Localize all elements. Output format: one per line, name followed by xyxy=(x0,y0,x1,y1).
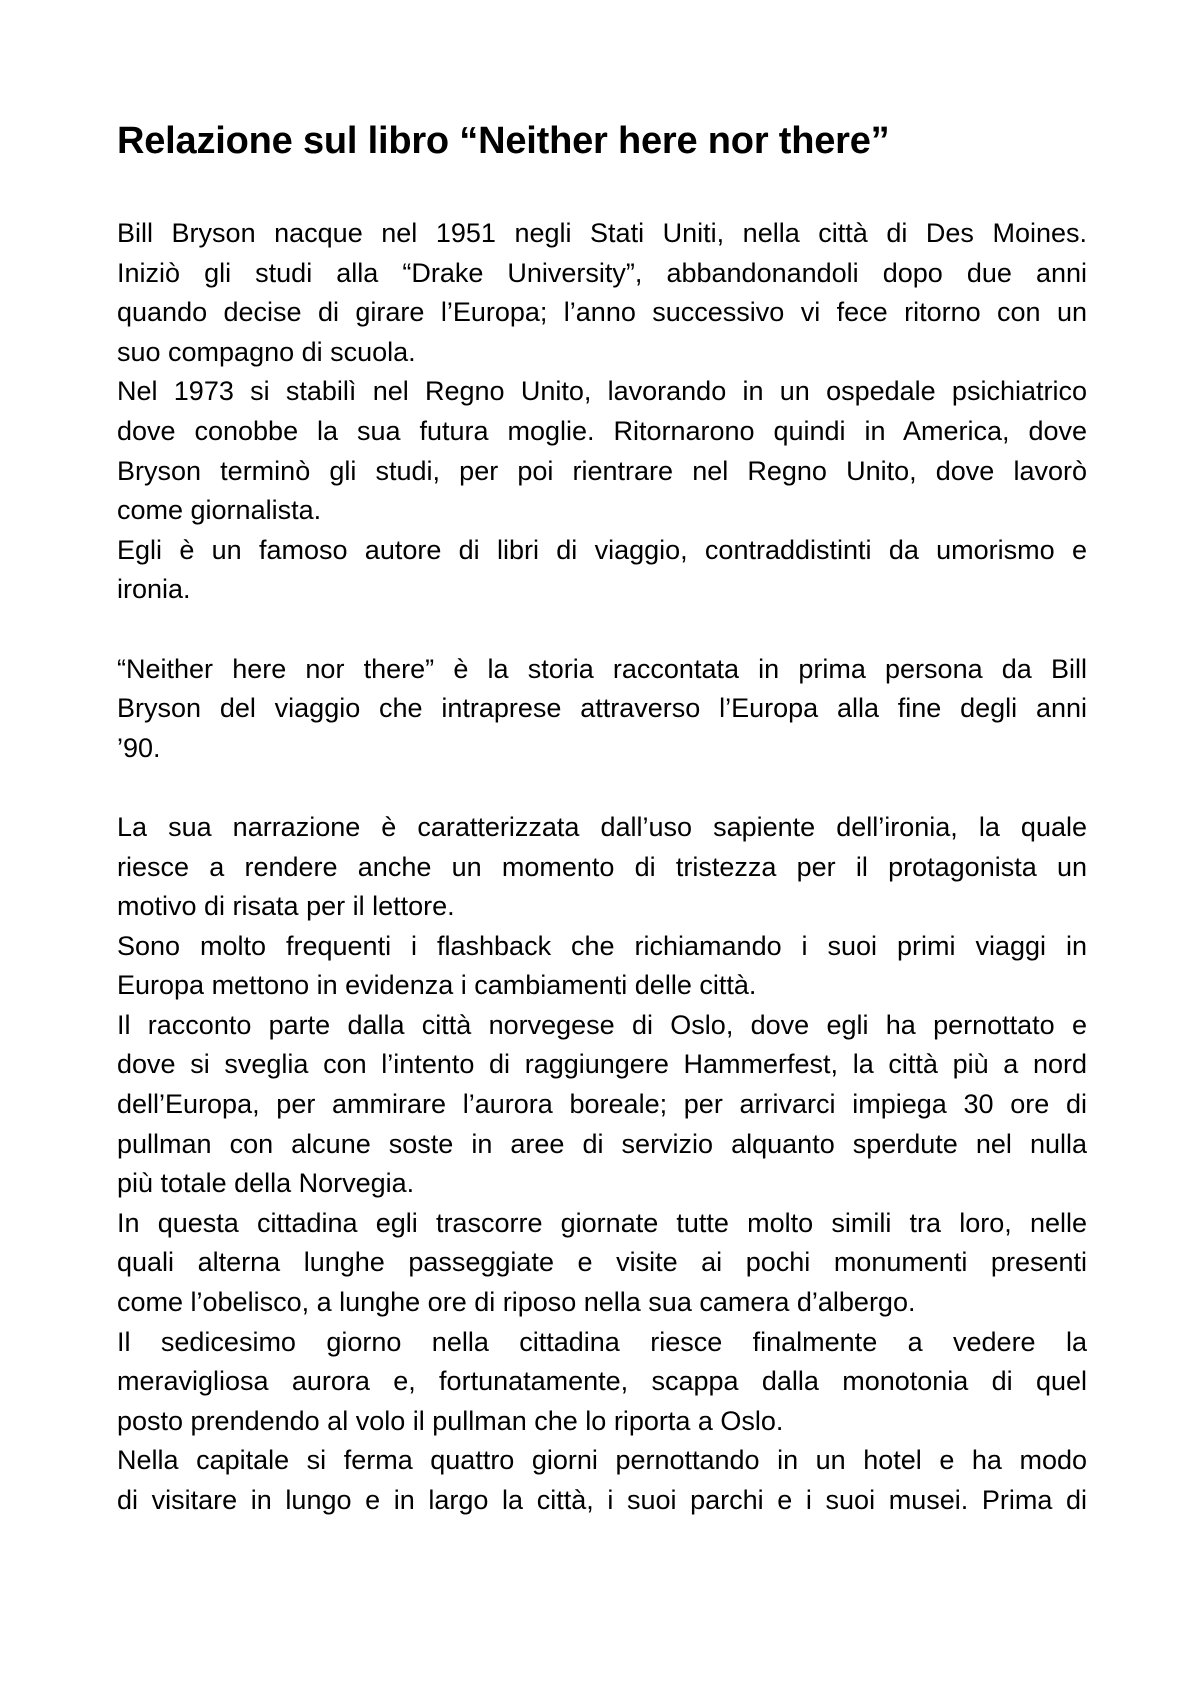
text-line: più totale della Norvegia. xyxy=(117,1168,415,1199)
text-line: Bryson terminò gli studi, per poi rientrare nel Regno Unito, dove lavorò xyxy=(117,455,1087,486)
document-body xyxy=(117,214,1087,1521)
text-line: quali alterna lunghe passeggiate e visite ai pochi monumenti presenti xyxy=(117,1247,1087,1278)
text-line: Europa mettono in evidenza i cambiamenti delle città. xyxy=(117,970,757,1001)
text-line: come giornalista. xyxy=(117,495,322,526)
text-line: ’90. xyxy=(117,732,161,763)
paragraph-spacer xyxy=(117,610,1087,650)
text-line: come l’obelisco, a lunghe ore di riposo nella sua camera d’albergo. xyxy=(117,1287,916,1318)
text-line: Il racconto parte dalla città norvegese di Oslo, dove egli ha pernottato e xyxy=(117,1009,1087,1040)
text-line: suo compagno di scuola. xyxy=(117,336,416,367)
text-line: Bill Bryson nacque nel 1951 negli Stati Uniti, nella città di Des Moines. xyxy=(117,218,1087,248)
text-line: Bryson del viaggio che intraprese attraverso l’Europa alla fine degli anni xyxy=(117,693,1087,724)
text-line: ironia. xyxy=(117,574,191,605)
text-line: La sua narrazione è caratterizzata dall’uso sapiente dell’ironia, la quale xyxy=(117,811,1087,842)
text-line: Sono molto frequenti i flashback che richiamando i suoi primi viaggi in xyxy=(117,930,1087,961)
text-line: motivo di risata per il lettore. xyxy=(117,891,455,922)
text-line: dell’Europa, per ammirare l’aurora boreale; per arrivarci impiega 30 ore di xyxy=(117,1089,1087,1120)
text-line: dove conobbe la sua futura moglie. Ritornarono quindi in America, dove xyxy=(117,415,1087,446)
text-line: posto prendendo al volo il pullman che lo riporta a Oslo. xyxy=(117,1405,784,1436)
text-line: Egli è un famoso autore di libri di viaggio, contraddistinti da umorismo e xyxy=(117,534,1087,565)
text-line: “Neither here nor there” è la storia raccontata in prima persona da Bill xyxy=(117,653,1087,684)
text-line: meravigliosa aurora e, fortunatamente, scappa dalla monotonia di quel xyxy=(117,1366,1087,1397)
text-line: Il sedicesimo giorno nella cittadina riesce finalmente a vedere la xyxy=(117,1326,1087,1357)
text-line: quando decise di girare l’Europa; l’anno successivo vi fece ritorno con un xyxy=(117,297,1087,328)
text-line: dove si sveglia con l’intento di raggiungere Hammerfest, la città più a nord xyxy=(117,1049,1087,1080)
document-page xyxy=(117,0,1087,1698)
document-title: Relazione sul libro “Neither here nor there” xyxy=(117,120,890,162)
text-line: di visitare in lungo e in largo la città, i suoi parchi e i suoi musei. Prima di xyxy=(117,1485,1087,1515)
text-line: In questa cittadina egli trascorre giornate tutte molto simili tra loro, nelle xyxy=(117,1207,1087,1238)
text-line: Nel 1973 si stabilì nel Regno Unito, lavorando in un ospedale psichiatrico xyxy=(117,376,1087,407)
text-line: riesce a rendere anche un momento di tristezza per il protagonista un xyxy=(117,851,1087,882)
text-line: Iniziò gli studi alla “Drake University”, abbandonandoli dopo due anni xyxy=(117,257,1087,288)
text-line: Nella capitale si ferma quattro giorni pernottando in un hotel e ha modo xyxy=(117,1445,1087,1476)
paragraph-spacer xyxy=(117,768,1087,808)
text-line: pullman con alcune soste in aree di servizio alquanto sperdute nel nulla xyxy=(117,1128,1087,1159)
